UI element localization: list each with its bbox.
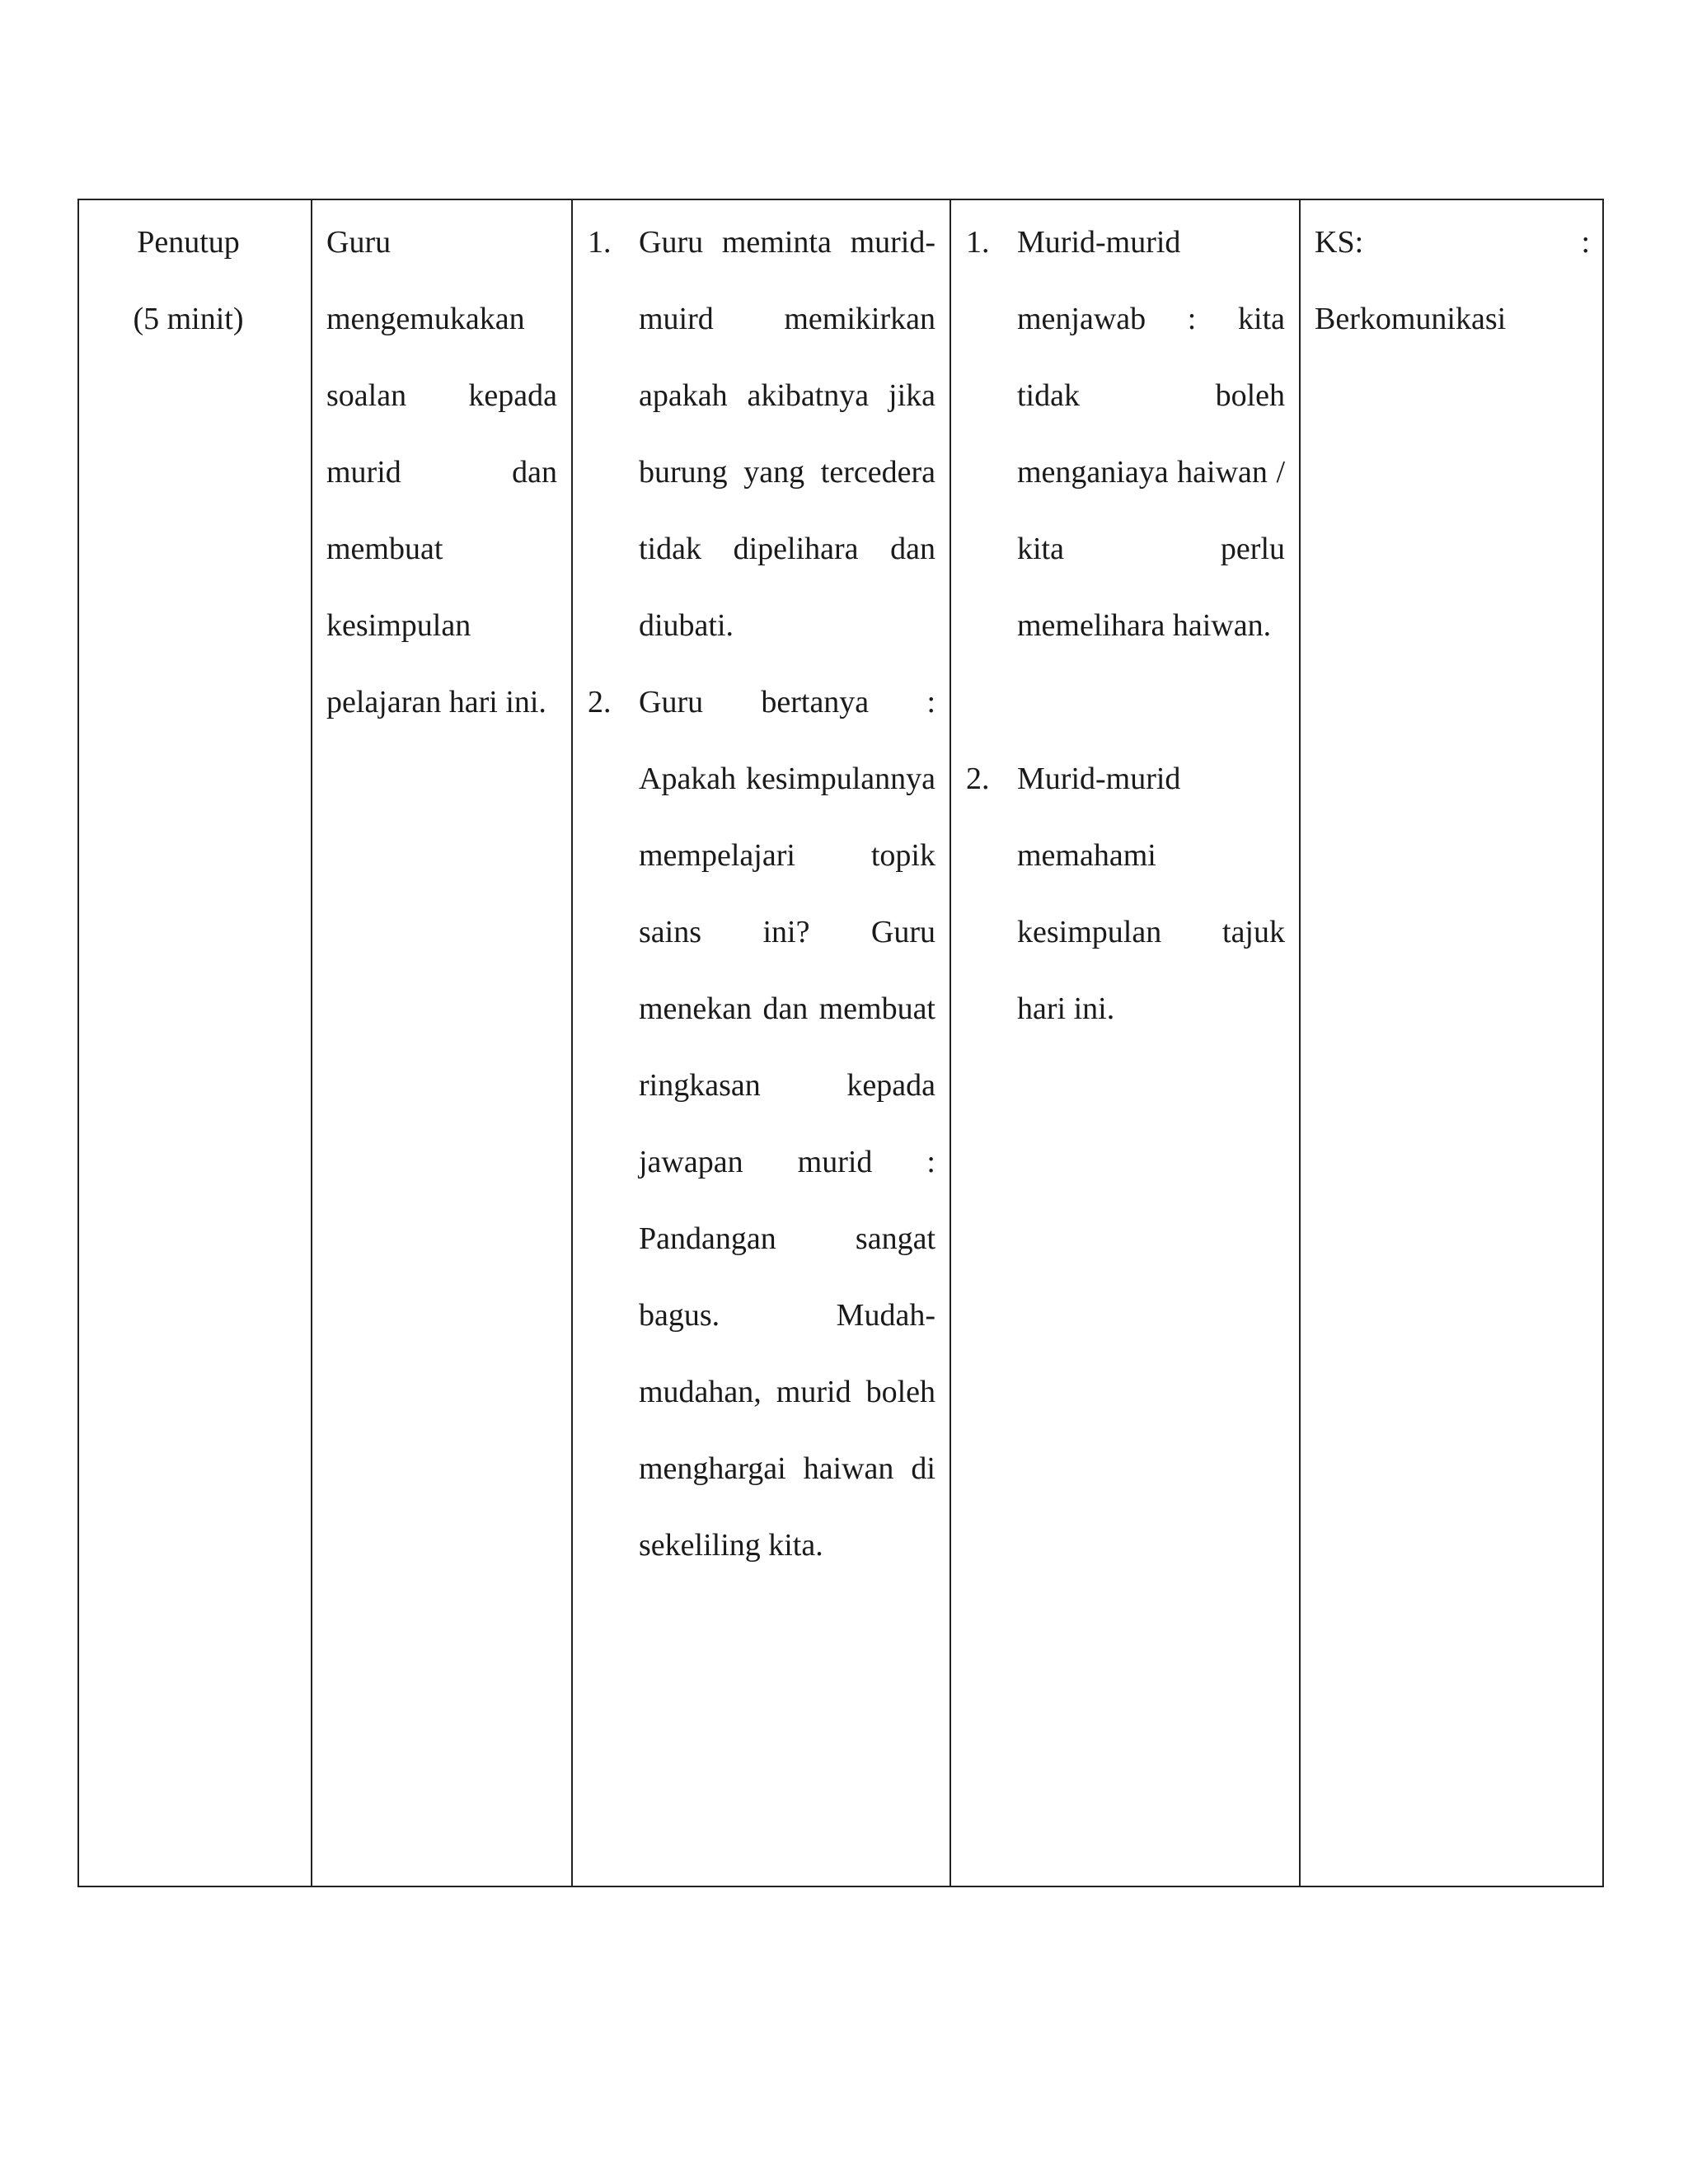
student-activity-item: [951, 204, 1299, 664]
phase-name: Penutup: [137, 225, 240, 260]
phase-cell: [79, 200, 311, 1886]
content-text: Guru mengemukakan soalan kepada murid dan membuat kesimpulan pelajaran hari ini.: [326, 225, 557, 719]
notes-colon: :: [1581, 225, 1590, 260]
item-text: Murid-murid memahami kesimpulan tajuk hari ini.: [1017, 762, 1285, 1026]
item-text: Guru bertanya : Apakah kesimpulannya mempelajari topik sains ini? Guru menekan dan membuat ringkasan kepada jawapan murid : Pandangan sangat bagus. Mudah-mudahan, murid boleh menghargai haiwan di sekeliling kita.: [639, 685, 935, 1563]
notes-cell: [1299, 200, 1604, 1886]
teacher-activity-cell: [571, 200, 950, 1886]
notes-value: Berkomunikasi: [1315, 302, 1507, 336]
student-activity-item: [951, 741, 1299, 1047]
item-number: 1.: [966, 225, 990, 260]
notes-label-line: [1315, 204, 1590, 281]
teacher-activity-item: [573, 664, 950, 1584]
item-number: 2.: [588, 685, 612, 719]
notes-label: KS:: [1315, 225, 1364, 260]
student-activity-cell: [950, 200, 1299, 1886]
phase-duration: (5 minit): [133, 302, 244, 336]
item-text: Guru meminta murid-muird memikirkan apakah akibatnya jika burung yang tercedera tidak dipelihara dan diubati.: [639, 225, 935, 643]
item-number: 1.: [588, 225, 612, 260]
content-cell: [311, 200, 571, 1886]
item-text: Murid-murid menjawab : kita tidak boleh menganiaya haiwan / kita perlu memelihara haiwan.: [1017, 225, 1285, 643]
teacher-activity-item: [573, 204, 950, 664]
lesson-plan-table: [77, 199, 1604, 1887]
item-number: 2.: [966, 762, 990, 796]
